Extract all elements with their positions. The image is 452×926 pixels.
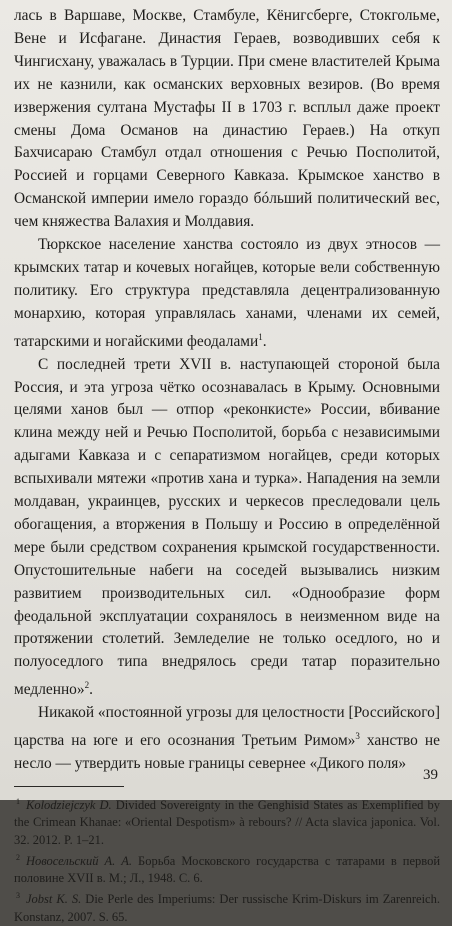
- footnote-2-author: Новосельский А. А.: [26, 853, 133, 868]
- footnote-1: [14, 793, 440, 849]
- paragraph-4-tail: ханство не несло — утвердить новые границы севернее «Дикого поля»: [14, 732, 440, 772]
- page-number: 39: [423, 767, 438, 783]
- footnote-1-number: 1: [16, 796, 20, 806]
- paragraph-3: [14, 354, 440, 703]
- footnote-3-text: Die Perle des Imperiums: Der russische Krim-Diskurs im Zarenreich. Konstanz, 2007. S. 65.: [14, 892, 440, 924]
- paragraph-4: [14, 702, 440, 776]
- footnote-2-number: 2: [16, 852, 20, 862]
- paragraph-1-text: лась в Варшаве, Москве, Стамбуле, Кёнигсберге, Стокгольме, Вене и Исфагане. Династия Гераев, возводивших себя к Чингисхану, уважалась в Турции. При смене властителей Крыма их не казнили, как османских верховных везиров. (Во время извержения султана Мустафы II в 1703 г. всплыл даже проект смены Дома Османов на династию Гераев.) На откуп Бахчисараю Стамбул отдал отношения с Речью Посполитой, Россией и горцами Северного Кавказа. Крымское ханство в Османской империи имело гораздо бóльший политический вес, чем княжества Валахия и Молдавия.: [14, 7, 440, 231]
- footnote-ref-3[interactable]: 3: [355, 731, 360, 742]
- footnote-2: [14, 849, 440, 888]
- paragraph-3-text: С последней трети XVII в. наступающей стороной была Россия, и эта угроза чётко осознавалась в Крыму. Основными целями ханов был — отпор «реконкисте» России, вбивание клина между ней и Речью Посполитой, борьба с независимыми адыгами Кавказа и с сепаратизмом ногайцев, среди которых вспыхивали мятежи «против хана и турка». Нападения на земли молдаван, украинцев, русских и черкесов преследовали цель обогащения, а вторжения в Польшу и Россию в определённой мере были средством сохранения крымской государственности. Опустошительные набеги на соседей вызывались низким развитием производительных сил. «Однообразие форм феодальной эксплуатации сохранялось в неизменном виде на протяжении столетий. Земледелие не только оседлого, но и полуоседлого типа внедрялось среди татар поразительно медленно»: [14, 355, 440, 699]
- footnote-ref-2[interactable]: 2: [84, 680, 90, 691]
- footnote-3: [14, 887, 440, 926]
- footnote-ref-1[interactable]: 1: [258, 331, 263, 342]
- footnote-1-text: Divided Sovereignty in the Genghisid States as Exemplified by the Crimean Khanae: «Oriental Despotism» à rebours? // Acta slavica japonica. Vol. 32. 2012. P. 1–21.: [14, 797, 440, 847]
- footnote-3-author: Jobst K. S.: [26, 892, 82, 907]
- paragraph-2-tail: .: [262, 332, 267, 350]
- footnote-divider: [14, 786, 124, 787]
- paragraph-2-text: Тюркское население ханства состояло из двух этносов — крымских татар и кочевых ногайцев, которые вели собственную политику. Его структура представляла децентрализованную монархию, которая управлялась ханами, членами их семей, татарскими и ногайскими феодалами: [14, 236, 440, 350]
- paragraph-2: [14, 234, 440, 354]
- paragraph-1: [14, 5, 440, 234]
- paragraph-3-tail: .: [89, 681, 93, 699]
- footnote-2-text: Борьба Московского государства с татарами в первой половине XVII в. М.; Л., 1948. С. 6.: [14, 853, 441, 886]
- paragraph-4-text: Никакой «постоянной угрозы для целостности [Российского] царства на юге и его осознания Третьим Римом»: [14, 704, 440, 750]
- footnote-1-author: Kolodziejczyk D.: [26, 797, 112, 812]
- footnote-3-number: 3: [16, 891, 20, 901]
